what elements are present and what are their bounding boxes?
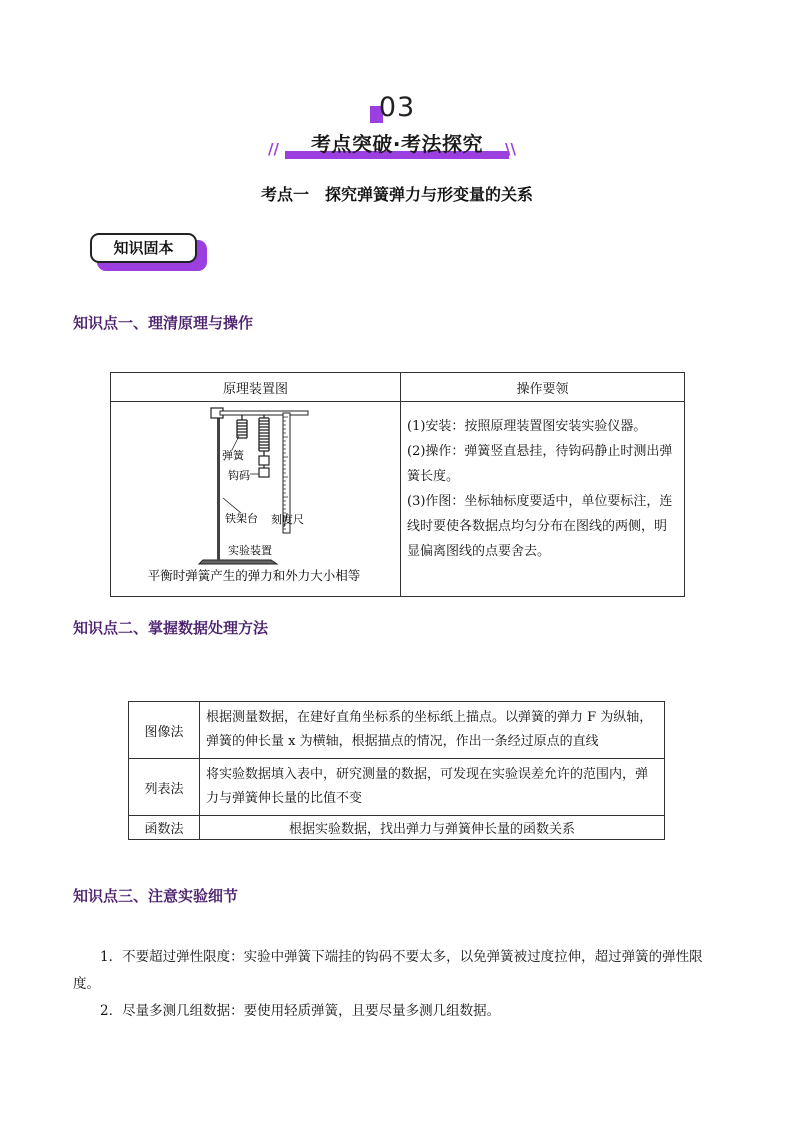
method-table-desc: 将实验数据填入表中，研究测量的数据，可发现在实验误差允许的范围内，弹力与弹簧伸长量的比值不变 (200, 759, 665, 816)
method-function-desc: 根据实验数据，找出弹力与弹簧伸长量的函数关系 (200, 816, 665, 840)
data-method-table (128, 701, 665, 840)
banner-slash-right: \\ (505, 140, 516, 158)
step-plot: (3)作图：坐标轴标度要适中，单位要标注，连线时要使各数据点均匀分布在图线的两侧，明显偏离图线的点要舍去。 (407, 494, 673, 559)
label-spring: 弹簧 (222, 449, 244, 462)
label-ruler: 刻度尺 (271, 513, 304, 526)
principle-table (110, 372, 685, 597)
step-operate: (2)操作：弹簧竖直悬挂，待钩码静止时测出弹簧长度。 (407, 444, 673, 484)
topic-title: 考点一 探究弹簧弹力与形变量的关系 (260, 185, 533, 204)
method-graph-desc: 根据测量数据，在建好直角坐标系的坐标纸上描点。以弹簧的弹力 F 为纵轴，弹簧的伸长量 x 为横轴，根据描点的情况，作出一条经过原点的直线 (200, 702, 665, 759)
principle-statement: 平衡时弹簧产生的弹力和外力大小相等 (147, 568, 361, 583)
detail-item-2: 2．尽量多测几组数据：要使用轻质弹簧，且要尽量多测几组数据。 (100, 1003, 501, 1019)
banner-slash-left: // (268, 140, 279, 158)
apparatus-cell (111, 402, 401, 597)
label-stand: 铁架台 (225, 512, 258, 525)
section-number: 03 (378, 92, 416, 123)
kp2-heading: 知识点二、掌握数据处理方法 (73, 619, 269, 637)
table-row (111, 402, 685, 597)
kp3-heading: 知识点三、注意实验细节 (73, 887, 239, 905)
label-weight: 钩码 (228, 469, 250, 482)
operation-cell (401, 402, 685, 597)
apparatus-diagram (111, 402, 398, 594)
table-row (129, 702, 665, 759)
table-row (129, 816, 665, 840)
method-function: 函数法 (129, 816, 200, 840)
section-banner: 考点突破·考法探究 (310, 132, 484, 156)
method-graph: 图像法 (129, 702, 200, 759)
method-table: 列表法 (129, 759, 200, 816)
step-install: (1)安装：按照原理装置图安装实验仪器。 (407, 419, 647, 434)
knowledge-badge: 知识固本 (90, 233, 197, 263)
detail-item-1: 1．不要超过弹性限度：实验中弹簧下端挂的钩码不要太多，以免弹簧被过度拉伸，超过弹簧的弹性限度。 (73, 949, 703, 992)
table-header-row (111, 373, 685, 402)
figure-caption: 实验装置 (228, 544, 272, 557)
header-principle-figure: 原理装置图 (111, 373, 401, 402)
kp1-heading: 知识点一、理清原理与操作 (73, 314, 254, 332)
table-row (129, 759, 665, 816)
header-operation: 操作要领 (401, 373, 685, 402)
